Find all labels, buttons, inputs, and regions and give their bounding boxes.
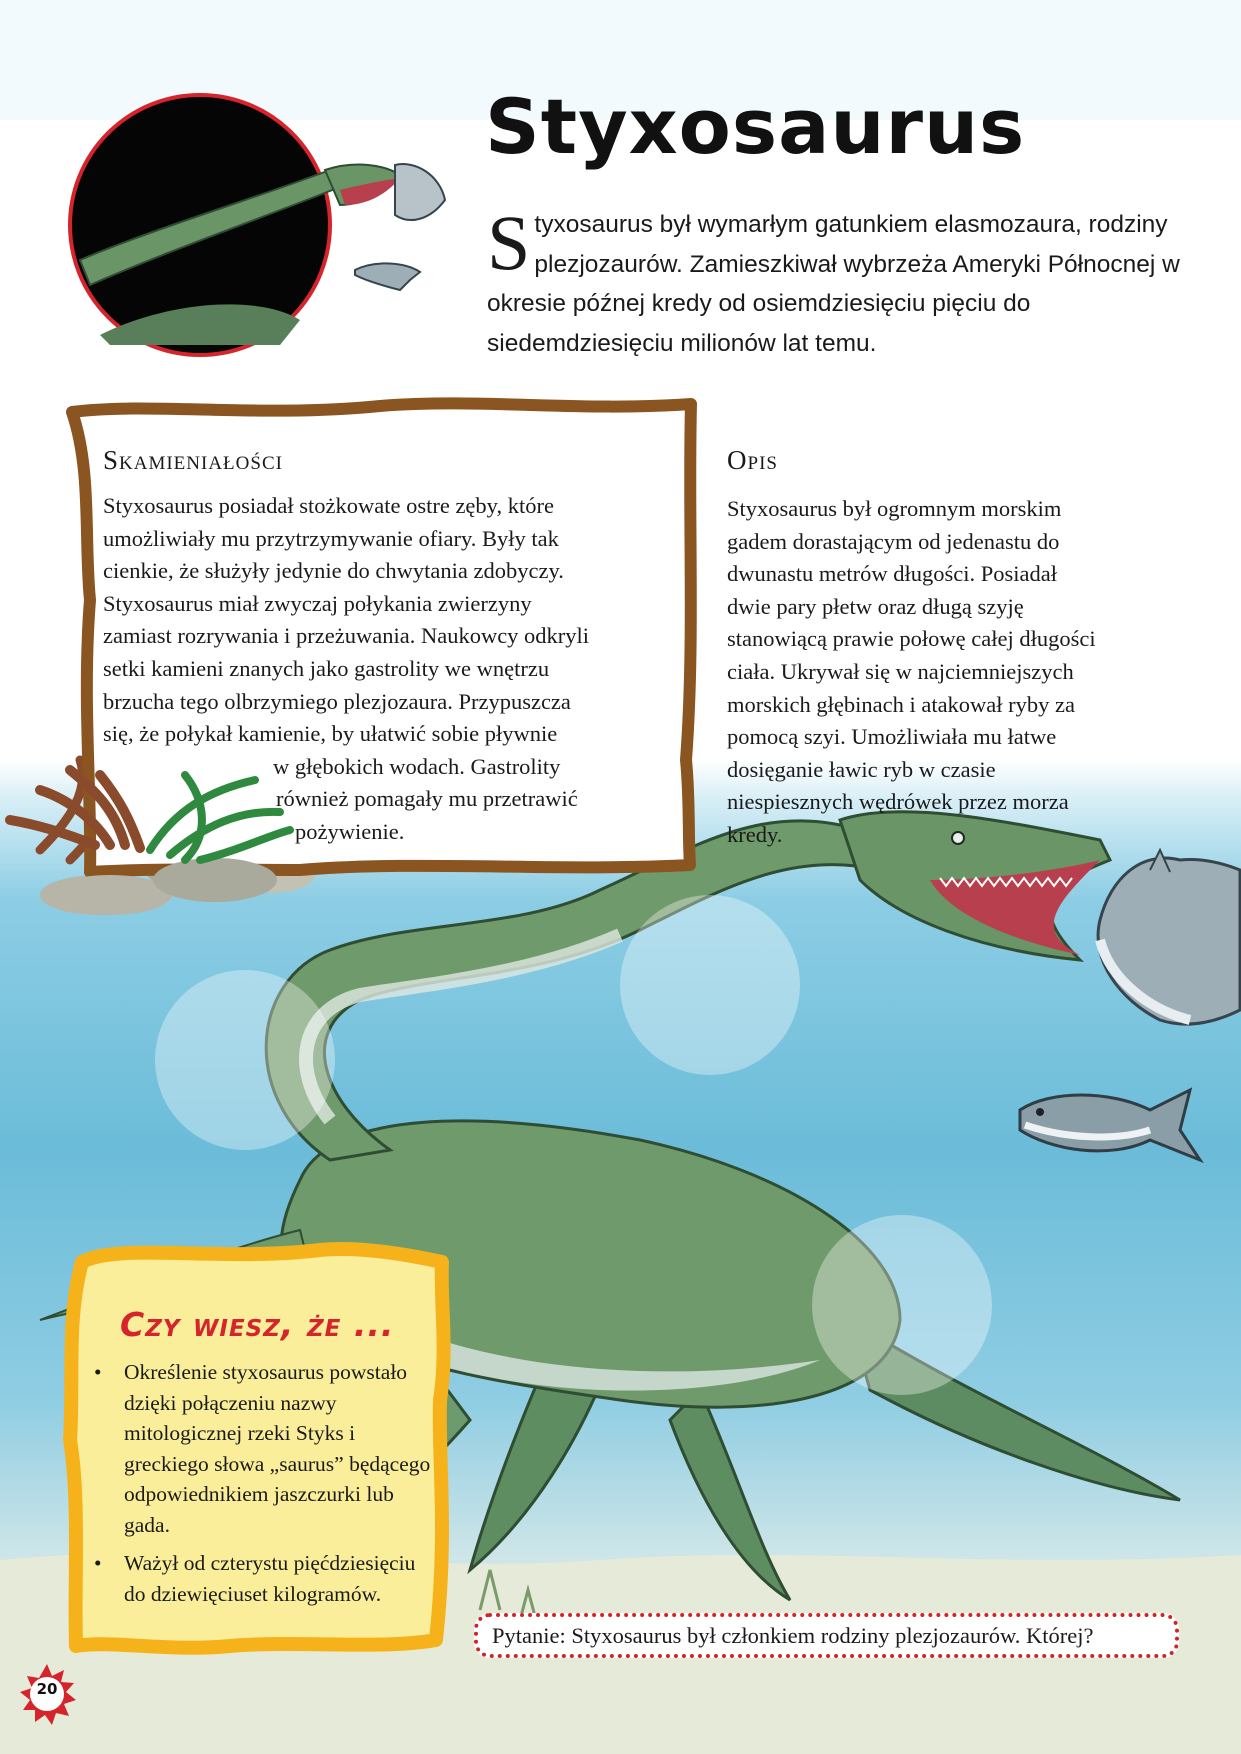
description-line: niespiesznych wędrówek przez morza [727,789,1069,815]
fossils-text [103,490,589,849]
fossils-line: również pomagały mu przetrawić [276,786,578,812]
did-you-know-heading: Czy wiesz, że ... [120,1305,395,1344]
page-title: Styxosaurus [485,82,1026,171]
description-line: ciała. Ukrywał się w najciemniejszych [727,658,1074,684]
description-line: kredy. [727,821,783,847]
fish-illustration [1020,1090,1200,1160]
fossils-line: w głębokich wodach. Gastrolity [273,753,561,779]
did-you-know-item: • Ważył od czterystu pięćdziesięciu do dziewięciuset kilogramów. [92,1548,432,1609]
intro-text: tyxosaurus był wymarłym gatunkiem elasmozaura, rodziny plezjozaurów. Zamieszkiwał wybrzeża Ameryki Północnej w okresie późnej kredy od osiemdziesięciu pięciu do siedemdziesięciu milionów lat temu. [487,211,1180,357]
fossils-heading: Skamieniałości [103,445,283,475]
description-text [727,493,1096,852]
did-you-know-item: • Określenie styxosaurus powstało dzięki połączeniu nazwy mitologicznej rzeki Styks i greckiego słowa „saurus” będącego odpowiednikiem jaszczurki lub gada. [92,1357,432,1540]
fossils-line: brzucha tego olbrzymiego plezjozaura. Przypuszcza [103,688,571,714]
highlight-circle-2 [620,895,800,1075]
fossils-line: Styxosaurus posiadał stożkowate ostre zęby, które [103,493,554,518]
question-box: Pytanie: Styxosaurus był członkiem rodziny plezjozaurów. Której? [474,1613,1179,1658]
description-line: gadem dorastającym od jedenastu do [727,528,1060,554]
fossils-line: zamiast rozrywania i przeżuwania. Naukowcy odkryli [103,623,590,649]
intro-paragraph [487,199,1187,363]
highlight-circle-1 [155,970,335,1150]
description-heading: Opis [727,445,778,475]
description-line: Styxosaurus był ogromnym morskim [727,496,1062,521]
highlight-circle-3 [812,1215,992,1395]
fossils-line: cienkie, że służyły jedynie do chwytania zdobyczy. [103,558,564,584]
page-number: 20 [36,1680,58,1698]
fossils-line: się, że połykał kamienie, by ułatwić sobie pływnie [103,721,558,747]
fossils-line: pożywienie. [295,818,405,844]
description-line: dwie pary płetw oraz długą szyję [727,593,1024,619]
drop-cap: S [487,199,531,286]
description-line: dosięganie ławic ryb w czasie [727,756,996,782]
description-line: dwunastu metrów długości. Posiadał [727,561,1057,587]
did-you-know-list [92,1357,432,1617]
description-line: stanowiącą prawie połowę całej długości [727,626,1096,652]
description-line: morskich głębinach i atakował ryby za [727,691,1076,717]
portrait-inset [70,95,445,355]
shark-illustration [1098,850,1240,1024]
fossils-line: setki kamieni znanych jako gastrolity we wnętrzu [103,655,550,681]
fossils-line: umożliwiały mu przytrzymywanie ofiary. Były tak [103,525,559,551]
fossils-line: Styxosaurus miał zwyczaj połykania zwierzyny [103,590,532,616]
description-line: pomocą szyi. Umożliwiała mu łatwe [727,724,1057,750]
